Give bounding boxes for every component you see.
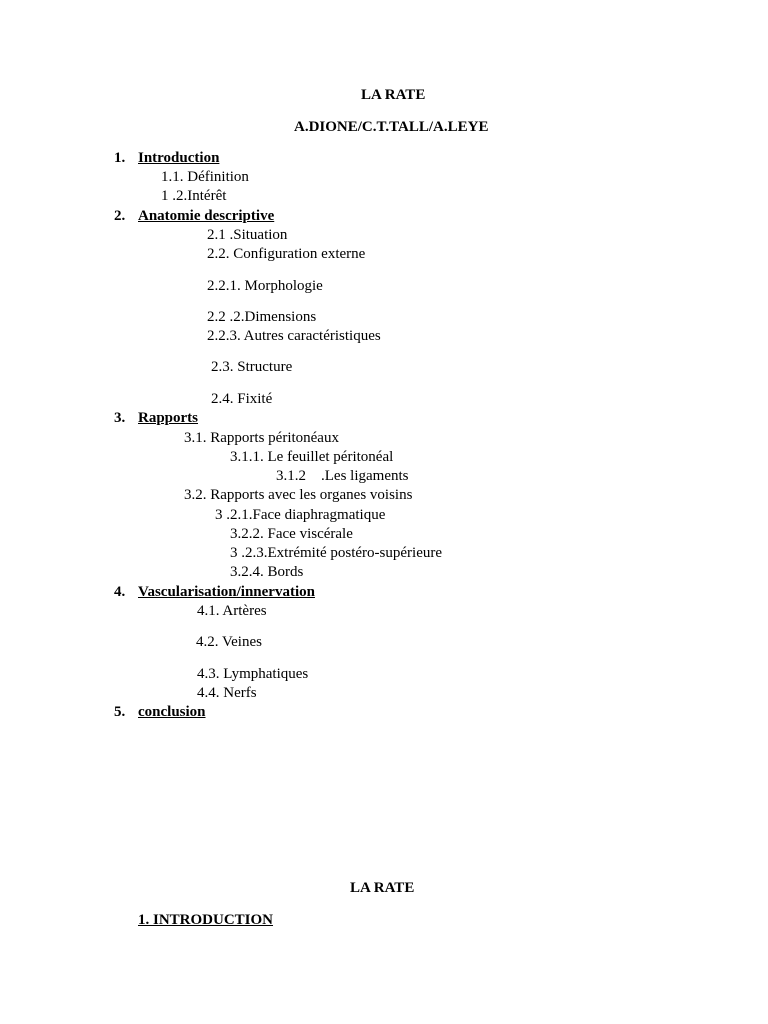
toc-item-2-1: 2.1 .Situation [207,227,288,243]
page2-title: LA RATE [350,880,415,896]
toc-item-4-4: 4.4. Nerfs [197,685,257,701]
toc-heading-conclusion: conclusion [138,704,206,720]
toc-number-5: 5. [114,704,126,720]
toc-number-1: 1. [114,150,126,166]
toc-item-3-2-1: 3 .2.1.Face diaphragmatique [215,507,386,523]
toc-item-4-1: 4.1. Artères [197,603,267,619]
document-title: LA RATE [361,87,426,103]
toc-item-4-3: 4.3. Lymphatiques [197,666,309,682]
toc-heading-vascularisation: Vascularisation/innervation [138,584,315,600]
toc-item-3-2-3: 3 .2.3.Extrémité postéro-supérieure [230,545,443,561]
toc-item-2-2-2: 2.2 .2.Dimensions [207,309,317,325]
toc-heading-introduction: Introduction [138,150,220,166]
toc-item-3-2-2: 3.2.2. Face viscérale [230,526,353,542]
toc-item-1-2: 1 .2.Intérêt [161,188,227,204]
toc-item-1-1: 1.1. Définition [161,169,249,185]
toc-item-3-2-4: 3.2.4. Bords [230,564,304,580]
toc-item-3-1-2: 3.1.2 .Les ligaments [276,468,409,484]
toc-item-2-2-1: 2.2.1. Morphologie [207,278,323,294]
toc-heading-anatomie: Anatomie descriptive [138,208,275,224]
toc-number-2: 2. [114,208,126,224]
page2-section-heading: 1. INTRODUCTION [138,912,274,928]
toc-item-3-1-1: 3.1.1. Le feuillet péritonéal [230,449,394,465]
toc-item-2-4: 2.4. Fixité [211,391,273,407]
toc-number-4: 4. [114,584,126,600]
toc-item-2-3: 2.3. Structure [211,359,293,375]
toc-heading-rapports: Rapports [138,410,199,426]
document-authors: A.DIONE/C.T.TALL/A.LEYE [294,119,489,135]
toc-item-4-2: 4.2. Veines [196,634,262,650]
toc-item-2-2-3: 2.2.3. Autres caractéristiques [207,328,381,344]
toc-item-3-2: 3.2. Rapports avec les organes voisins [184,487,413,503]
toc-item-3-1: 3.1. Rapports péritonéaux [184,430,339,446]
toc-item-2-2: 2.2. Configuration externe [207,246,366,262]
toc-number-3: 3. [114,410,126,426]
